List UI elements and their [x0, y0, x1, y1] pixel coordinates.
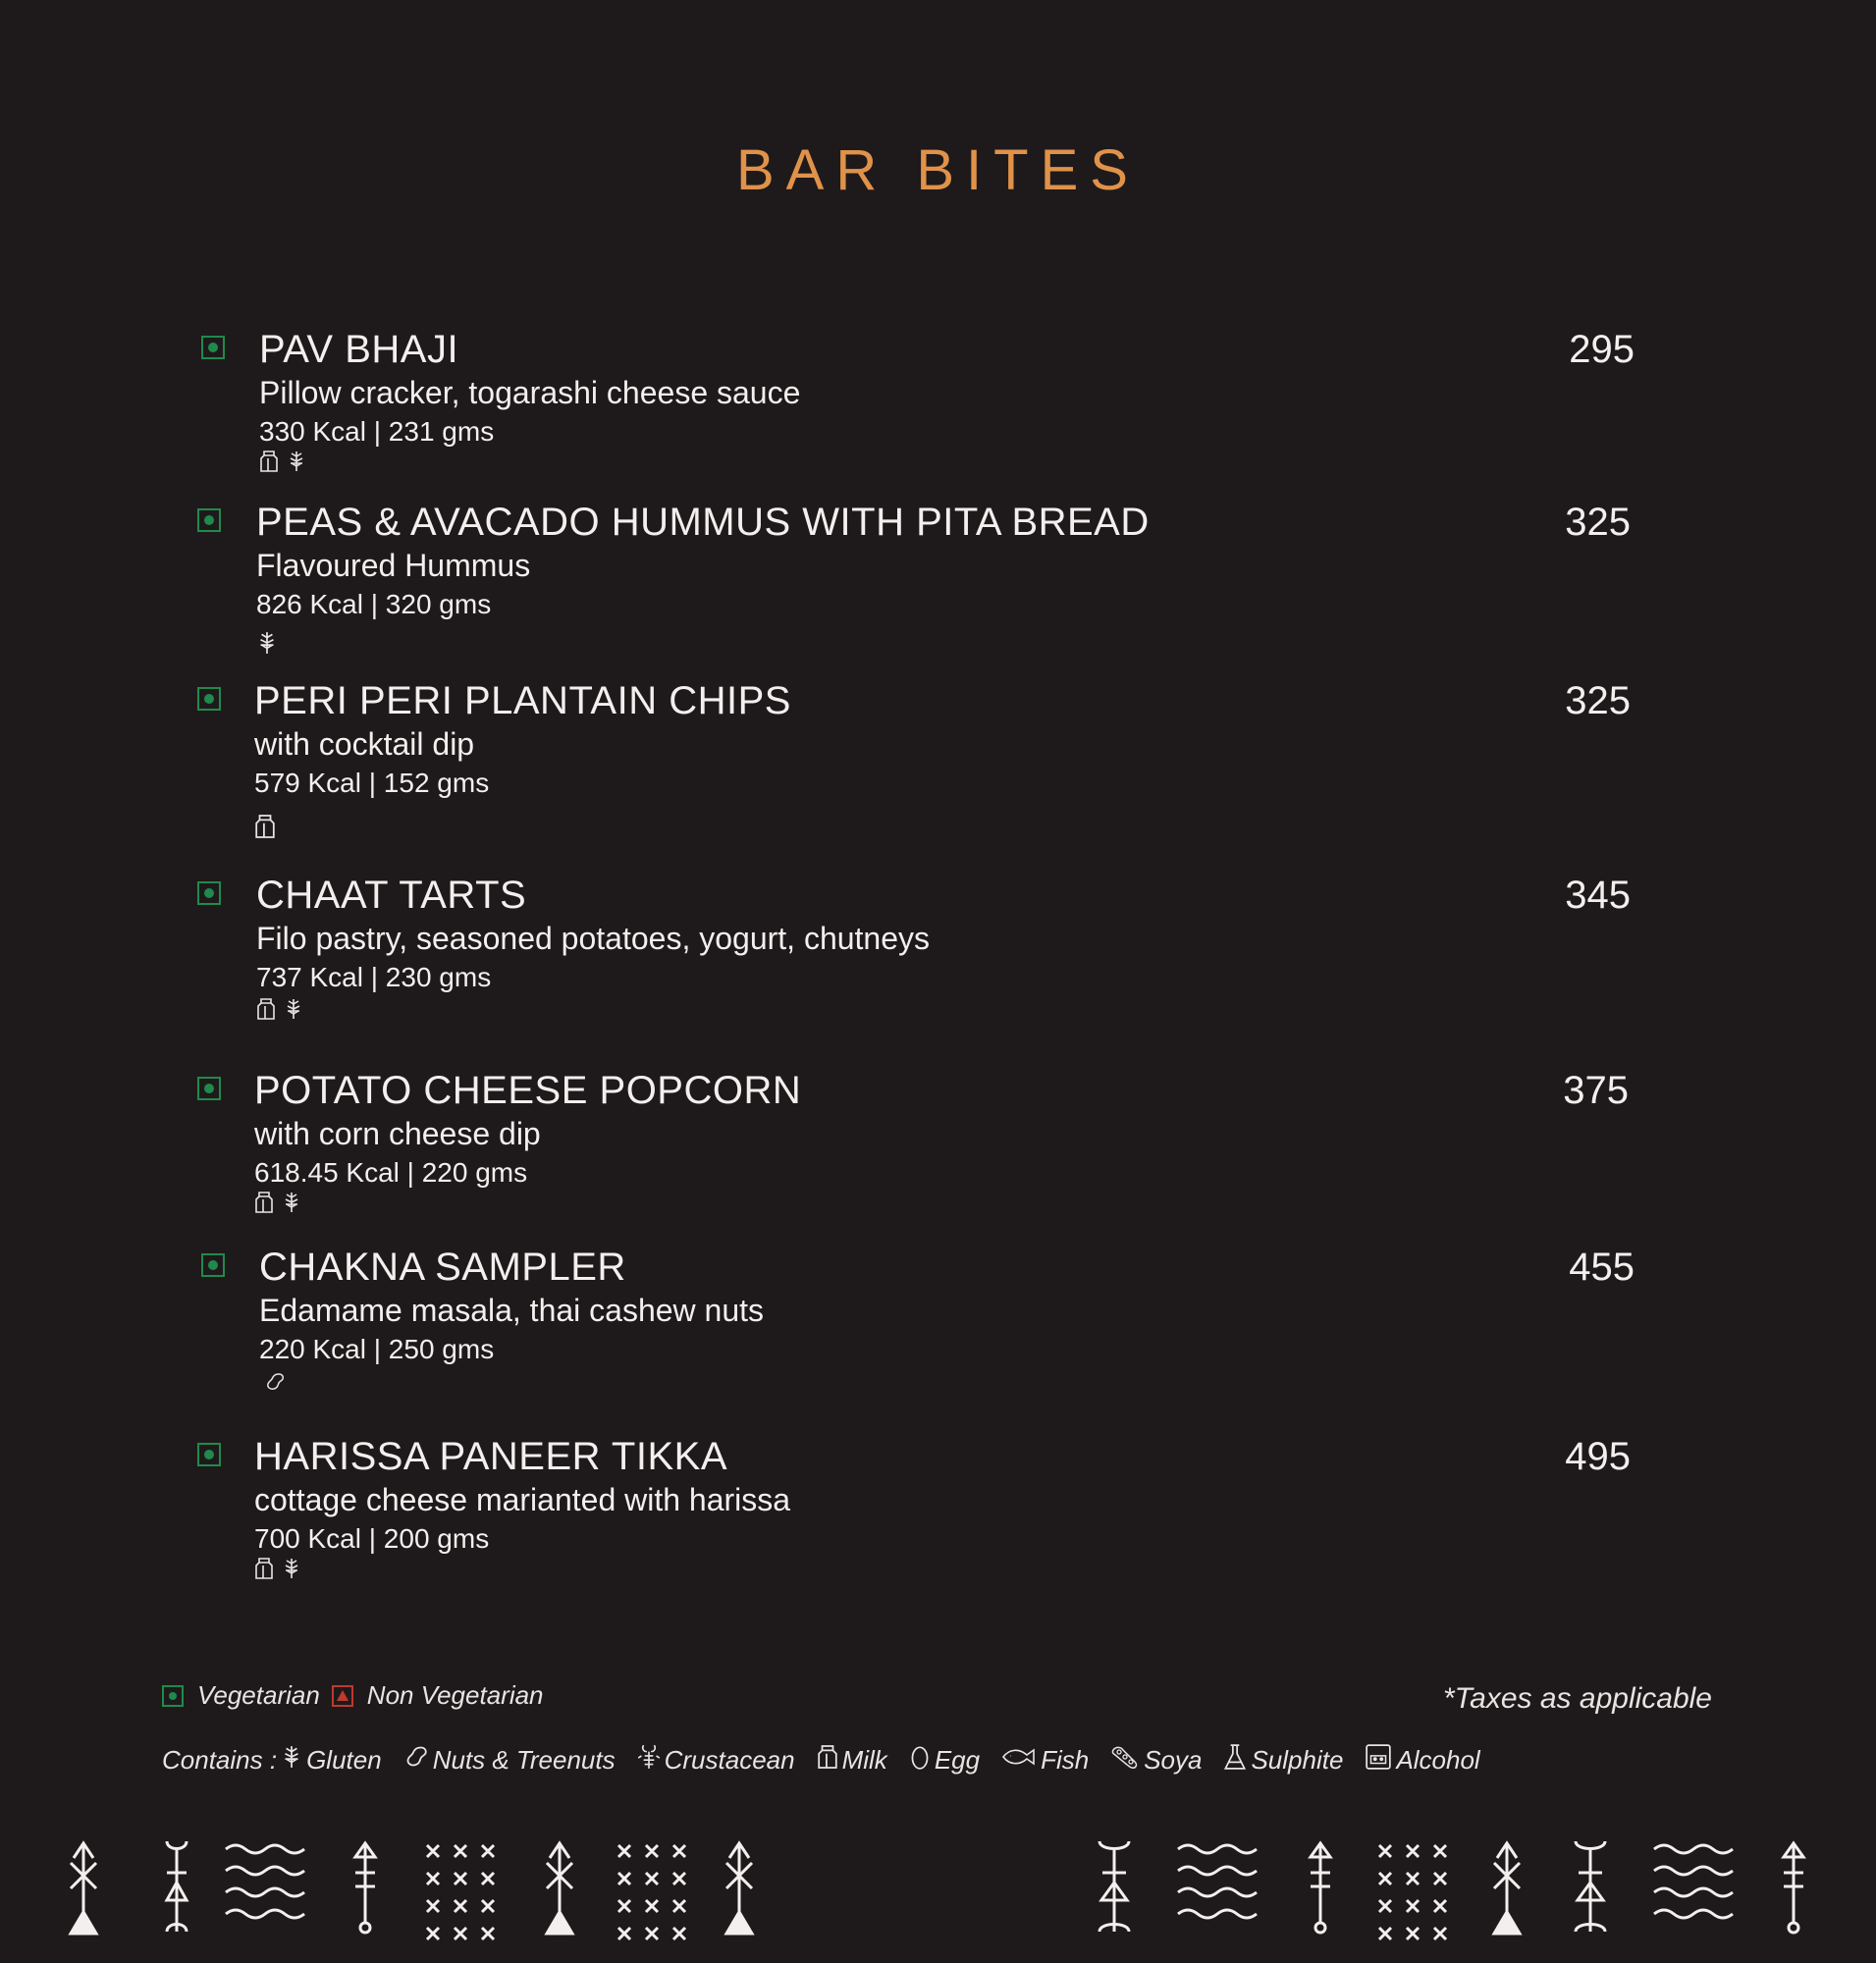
- veg-mark-icon: [201, 336, 225, 359]
- menu-item: [201, 872, 1635, 1029]
- allergen-legend-item: [1110, 1744, 1202, 1777]
- item-description: with corn cheese dip: [254, 1116, 541, 1151]
- allergen-label: Nuts & Treenuts: [432, 1745, 616, 1775]
- item-name: CHAKNA SAMPLER: [259, 1246, 626, 1289]
- cross-grid-icon: [1379, 1845, 1446, 1939]
- item-nutrition: 700 Kcal | 200 gms: [254, 1523, 490, 1554]
- wave-pattern-icon: [1178, 1845, 1257, 1918]
- item-price: 345: [1565, 874, 1631, 917]
- veg-mark-icon: [197, 881, 221, 905]
- item-allergens: [256, 997, 303, 1021]
- nonveg-mark-icon: [332, 1685, 353, 1707]
- milk-icon: [254, 1191, 274, 1214]
- item-name: PERI PERI PLANTAIN CHIPS: [254, 679, 791, 722]
- stick-figure-icon: [1576, 1841, 1605, 1932]
- gluten-icon: [284, 997, 303, 1021]
- allergen-label: Gluten: [306, 1745, 382, 1775]
- soya-icon: [1110, 1744, 1144, 1777]
- allergen-legend-item: [281, 1744, 382, 1777]
- fish-icon: [1001, 1745, 1041, 1776]
- stick-figure-icon: [167, 1841, 187, 1932]
- item-price: 295: [1569, 328, 1635, 371]
- arrow-figure-icon: [1494, 1843, 1520, 1934]
- nuts-icon: [264, 1371, 286, 1393]
- item-nutrition: 220 Kcal | 250 gms: [259, 1334, 495, 1364]
- contains-label: Contains :: [162, 1745, 278, 1775]
- item-price: 325: [1565, 679, 1631, 722]
- allergen-label: Sulphite: [1251, 1745, 1344, 1775]
- item-description: with cocktail dip: [254, 726, 475, 762]
- item-description: Filo pastry, seasoned potatoes, yogurt, chutneys: [256, 921, 931, 956]
- nonveg-label: Non Vegetarian: [366, 1680, 544, 1710]
- allergen-legend-item: [1223, 1743, 1343, 1777]
- item-price: 375: [1563, 1069, 1629, 1112]
- item-name: HARISSA PANEER TIKKA: [254, 1435, 728, 1478]
- gluten-icon: [281, 1744, 306, 1777]
- gluten-icon: [287, 450, 306, 473]
- menu-item: [201, 677, 1635, 844]
- allergen-label: Milk: [841, 1745, 887, 1775]
- veg-mark-icon: [197, 508, 221, 532]
- arrow-figure-icon: [726, 1843, 752, 1934]
- milk-icon: [254, 813, 276, 840]
- wave-pattern-icon: [226, 1845, 304, 1918]
- allergen-label: Crustacean: [664, 1745, 795, 1775]
- nuts-icon: [403, 1744, 433, 1777]
- item-price: 325: [1565, 501, 1631, 544]
- item-allergens: [264, 1371, 286, 1393]
- item-allergens: [254, 813, 276, 840]
- gluten-icon: [256, 630, 278, 656]
- pin-figure-icon: [355, 1843, 375, 1933]
- allergen-legend-item: [1365, 1743, 1479, 1777]
- item-nutrition: 330 Kcal | 231 gms: [259, 416, 495, 447]
- allergen-legend: [162, 1743, 1502, 1777]
- veg-mark-icon: [197, 1443, 221, 1466]
- item-description: cottage cheese marianted with harissa: [254, 1482, 791, 1517]
- item-allergens: [254, 1557, 301, 1580]
- veg-mark-icon: [197, 1077, 221, 1100]
- veg-label: Vegetarian: [197, 1680, 320, 1710]
- item-allergens: [254, 1191, 301, 1214]
- menu-item: [201, 1244, 1635, 1401]
- allergen-label: Egg: [934, 1745, 981, 1775]
- milk-icon: [254, 1557, 274, 1580]
- page-title: BAR BITES: [736, 138, 1140, 202]
- cross-grid-icon: [427, 1845, 494, 1939]
- arrow-figure-icon: [547, 1843, 572, 1934]
- arrow-figure-icon: [71, 1843, 96, 1934]
- veg-mark-icon: [162, 1685, 184, 1707]
- menu-item: [201, 1067, 1635, 1224]
- item-nutrition: 737 Kcal | 230 gms: [256, 962, 492, 992]
- item-price: 495: [1565, 1435, 1631, 1478]
- stick-figure-icon: [1099, 1841, 1129, 1932]
- item-name: CHAAT TARTS: [256, 874, 527, 917]
- diet-legend: [162, 1680, 544, 1711]
- allergen-label: Alcohol: [1396, 1745, 1480, 1775]
- item-description: Pillow cracker, togarashi cheese sauce: [259, 375, 801, 410]
- crustacean-icon: [637, 1743, 665, 1777]
- allergen-legend-item: [1001, 1745, 1089, 1776]
- sulphite-icon: [1223, 1743, 1251, 1777]
- allergen-legend-item: [637, 1743, 795, 1777]
- menu-item: [201, 1433, 1635, 1590]
- taxes-note: *Taxes as applicable: [1442, 1682, 1712, 1715]
- pin-figure-icon: [1784, 1843, 1803, 1933]
- item-nutrition: 579 Kcal | 152 gms: [254, 768, 490, 798]
- item-nutrition: 618.45 Kcal | 220 gms: [254, 1157, 528, 1188]
- milk-icon: [256, 997, 276, 1021]
- milk-icon: [259, 450, 279, 473]
- allergen-legend-item: [817, 1743, 887, 1777]
- allergen-label: Soya: [1144, 1745, 1203, 1775]
- wave-pattern-icon: [1654, 1845, 1733, 1918]
- item-name: POTATO CHEESE POPCORN: [254, 1069, 802, 1112]
- pin-figure-icon: [1311, 1843, 1330, 1933]
- item-description: Edamame masala, thai cashew nuts: [259, 1293, 765, 1328]
- item-allergens: [256, 630, 278, 656]
- allergen-legend-item: [403, 1744, 616, 1777]
- milk-icon: [817, 1743, 842, 1777]
- item-description: Flavoured Hummus: [256, 548, 531, 583]
- veg-mark-icon: [201, 1253, 225, 1277]
- item-nutrition: 826 Kcal | 320 gms: [256, 589, 492, 619]
- allergen-label: Fish: [1041, 1745, 1090, 1775]
- gluten-icon: [282, 1557, 301, 1580]
- item-name: PAV BHAJI: [259, 328, 459, 371]
- item-name: PEAS & AVACADO HUMMUS WITH PITA BREAD: [256, 501, 1150, 544]
- gluten-icon: [282, 1191, 301, 1214]
- cross-grid-icon: [618, 1845, 685, 1939]
- alcohol-icon: [1365, 1743, 1396, 1777]
- egg-icon: [909, 1743, 935, 1777]
- menu-item: [201, 499, 1635, 656]
- veg-mark-icon: [197, 687, 221, 711]
- tribal-pattern-right: [1095, 1833, 1821, 1941]
- tribal-pattern-left: [59, 1833, 766, 1941]
- allergen-legend-item: [909, 1743, 980, 1777]
- item-allergens: [259, 450, 306, 473]
- item-price: 455: [1569, 1246, 1635, 1289]
- menu-item: [201, 326, 1635, 473]
